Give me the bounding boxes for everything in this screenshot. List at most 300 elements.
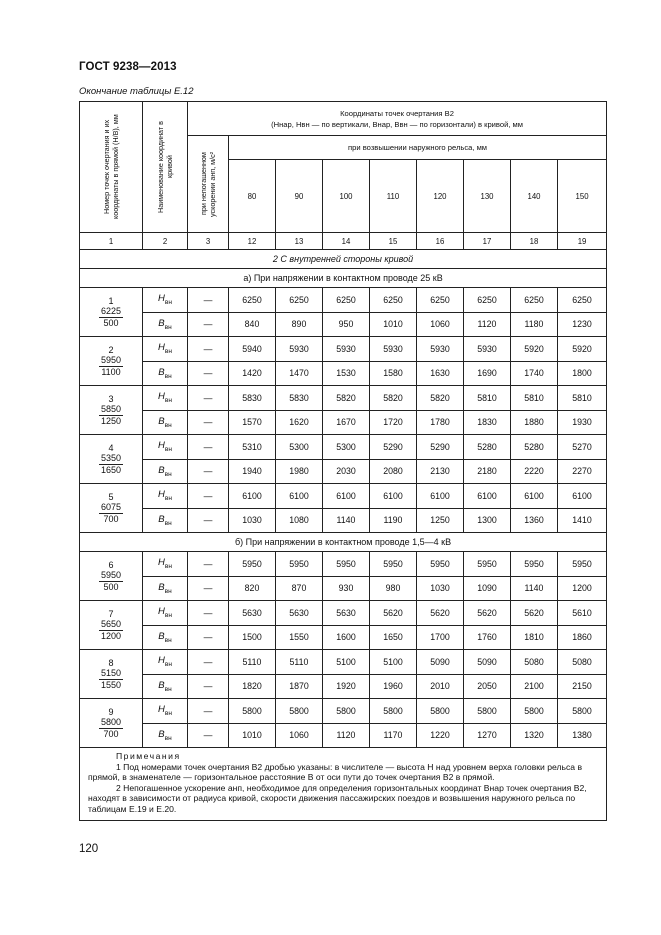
coordinate-value-cell: 5930 <box>370 337 417 362</box>
point-number: 1 <box>108 295 114 306</box>
acceleration-cell: — <box>188 410 229 435</box>
coordinate-label <box>143 337 188 362</box>
coordinate-value-cell: 6100 <box>323 484 370 509</box>
coordinate-value-cell: 5630 <box>229 601 276 626</box>
coordinate-value-cell: 6100 <box>370 484 417 509</box>
coordinate-value-cell: 2010 <box>417 674 464 699</box>
coordinate-value-cell: 5800 <box>511 699 558 724</box>
coordinate-label <box>143 410 188 435</box>
acceleration-cell: — <box>188 723 229 748</box>
coordinate-value-cell: 1120 <box>323 723 370 748</box>
point-number: 5 <box>108 491 114 502</box>
point-height-value: 6225 <box>100 306 122 317</box>
coordinate-value-cell: 5810 <box>511 386 558 411</box>
coordinate-value-cell: 1220 <box>417 723 464 748</box>
coordinate-value-cell: 1090 <box>464 576 511 601</box>
column-number-cell: 13 <box>276 233 323 250</box>
point-distance-value: 700 <box>103 728 119 739</box>
point-coordinates-fraction <box>99 404 123 426</box>
elevation-header-cell: 100 <box>323 160 370 233</box>
coordinate-value-cell: 5610 <box>558 601 607 626</box>
table-row <box>80 484 607 509</box>
coordinate-letter: H <box>158 704 165 716</box>
coordinate-value-cell: 1500 <box>229 625 276 650</box>
coordinate-value-cell: 1470 <box>276 361 323 386</box>
coordinate-label <box>143 508 188 533</box>
coordinate-value-cell: 5800 <box>558 699 607 724</box>
coordinate-value-cell: 5310 <box>229 435 276 460</box>
coordinate-value-cell: 1650 <box>370 625 417 650</box>
point-number: 2 <box>108 344 114 355</box>
coordinate-value-cell: 2220 <box>511 459 558 484</box>
coordinate-value-cell: 5800 <box>229 699 276 724</box>
acceleration-cell: — <box>188 552 229 577</box>
coordinate-value-cell: 6250 <box>323 288 370 313</box>
coordinate-value-cell: 5800 <box>370 699 417 724</box>
point-coordinates-fraction <box>99 619 123 641</box>
coordinate-letter: B <box>158 415 165 427</box>
coordinate-value-cell: 5100 <box>370 650 417 675</box>
coordinate-value-cell: 820 <box>229 576 276 601</box>
coordinate-subscript: вн <box>164 495 172 503</box>
point-cell <box>80 601 143 650</box>
coordinate-value-cell: 1410 <box>558 508 607 533</box>
point-cell <box>80 386 143 435</box>
elevation-header-cell: 150 <box>558 160 607 233</box>
table-row <box>80 337 607 362</box>
coordinate-value-cell: 1670 <box>323 410 370 435</box>
col2-header <box>143 102 188 233</box>
coordinate-value-cell: 1180 <box>511 312 558 337</box>
coordinate-subscript: вн <box>164 299 172 307</box>
coordinate-value-cell: 1030 <box>229 508 276 533</box>
coordinate-value-cell: 980 <box>370 576 417 601</box>
point-cell <box>80 650 143 699</box>
coordinate-label <box>143 625 188 650</box>
col3-header-text: при непогашенном ускорении aнп, м/с² <box>199 151 217 217</box>
coordinate-value-cell: 5800 <box>276 699 323 724</box>
coordinate-subscript: вн <box>164 470 172 478</box>
coordinate-value-cell: 6250 <box>229 288 276 313</box>
coordinate-value-cell: 5930 <box>417 337 464 362</box>
voltage-group-title: а) При напряжении в контактном проводе 25 кВ <box>80 269 607 288</box>
coordinate-value-cell: 5820 <box>370 386 417 411</box>
col1-header <box>80 102 143 233</box>
coordinate-value-cell: 5280 <box>464 435 511 460</box>
table-row <box>80 288 607 313</box>
column-number-cell: 14 <box>323 233 370 250</box>
coordinate-value-cell: 2050 <box>464 674 511 699</box>
coordinate-value-cell: 2080 <box>370 459 417 484</box>
coordinate-value-cell: 5300 <box>276 435 323 460</box>
coordinate-value-cell: 6250 <box>370 288 417 313</box>
coordinate-letter: H <box>158 342 165 354</box>
coordinate-subscript: вн <box>164 563 172 571</box>
point-height-value: 5150 <box>100 668 122 679</box>
acceleration-cell: — <box>188 508 229 533</box>
coordinate-label <box>143 435 188 460</box>
column-number-cell: 12 <box>229 233 276 250</box>
coordinate-subscript: вн <box>164 710 172 718</box>
table-row <box>80 552 607 577</box>
coordinate-value-cell: 5080 <box>558 650 607 675</box>
coordinate-value-cell: 1200 <box>558 576 607 601</box>
coordinate-value-cell: 5930 <box>276 337 323 362</box>
coordinate-value-cell: 1700 <box>417 625 464 650</box>
coordinate-value-cell: 6250 <box>511 288 558 313</box>
coordinates-header <box>188 102 607 136</box>
coordinate-value-cell: 1420 <box>229 361 276 386</box>
coordinate-value-cell: 6100 <box>558 484 607 509</box>
coordinate-value-cell: 6250 <box>276 288 323 313</box>
elevation-header-cell: 110 <box>370 160 417 233</box>
coordinate-letter: B <box>158 317 165 329</box>
coordinate-value-cell: 5950 <box>229 552 276 577</box>
column-number-cell: 3 <box>188 233 229 250</box>
point-coordinates-fraction <box>99 355 123 377</box>
coordinate-value-cell: 870 <box>276 576 323 601</box>
coordinate-value-cell: 1060 <box>417 312 464 337</box>
coordinate-value-cell: 950 <box>323 312 370 337</box>
point-distance-value: 700 <box>103 513 119 524</box>
coordinate-value-cell: 1120 <box>464 312 511 337</box>
acceleration-cell: — <box>188 484 229 509</box>
elevation-subheader: при возвышении наружного рельса, мм <box>229 136 607 160</box>
page-number: 120 <box>79 843 99 855</box>
table-row <box>80 410 607 435</box>
point-coordinates-fraction <box>99 502 123 524</box>
column-number-cell: 17 <box>464 233 511 250</box>
coordinate-value-cell: 5820 <box>323 386 370 411</box>
column-number-cell: 1 <box>80 233 143 250</box>
coordinate-value-cell: 5110 <box>276 650 323 675</box>
point-distance-value: 1250 <box>100 415 122 426</box>
coordinate-value-cell: 2030 <box>323 459 370 484</box>
coordinate-value-cell: 2130 <box>417 459 464 484</box>
coordinate-value-cell: 1140 <box>323 508 370 533</box>
coordinate-value-cell: 1230 <box>558 312 607 337</box>
point-cell <box>80 337 143 386</box>
coordinate-value-cell: 5300 <box>323 435 370 460</box>
coordinate-value-cell: 5820 <box>417 386 464 411</box>
acceleration-cell: — <box>188 337 229 362</box>
coordinate-value-cell: 5920 <box>511 337 558 362</box>
point-coordinates-fraction <box>99 306 123 328</box>
coordinate-value-cell: 2270 <box>558 459 607 484</box>
coordinate-letter: B <box>158 630 165 642</box>
coordinate-value-cell: 1570 <box>229 410 276 435</box>
coordinate-label <box>143 576 188 601</box>
coordinate-value-cell: 6100 <box>229 484 276 509</box>
coordinate-letter: H <box>158 489 165 501</box>
acceleration-cell: — <box>188 435 229 460</box>
point-number: 4 <box>108 442 114 453</box>
point-cell <box>80 435 143 484</box>
coordinate-subscript: вн <box>164 612 172 620</box>
coordinate-value-cell: 5270 <box>558 435 607 460</box>
point-cell <box>80 288 143 337</box>
note-item: 2 Непогашенное ускорение aнп, необходимое для определения горизонтальных координат Bнар точек очертания В2, находят в зависимости от радиуса кривой, скорости движения пассажирских поездов и возвышения наружного рельса по таблицам Е.19 и Е.20. <box>88 782 587 814</box>
coordinate-value-cell: 1930 <box>558 410 607 435</box>
coordinate-value-cell: 5100 <box>323 650 370 675</box>
coordinate-value-cell: 6100 <box>511 484 558 509</box>
coordinate-subscript: вн <box>164 661 172 669</box>
table-row <box>80 361 607 386</box>
coordinate-value-cell: 6100 <box>276 484 323 509</box>
coordinate-value-cell: 6250 <box>417 288 464 313</box>
note-item: 1 Под номерами точек очертания В2 дробью указаны: в числителе — высота H над уровнем верха головки рельса в прямой, в знаменателе — горизонтальное расстояние B от оси пути до точек очертания В2 в прямой. <box>88 761 583 783</box>
coordinates-table <box>79 101 607 821</box>
coordinate-value-cell: 5940 <box>229 337 276 362</box>
table-row <box>80 723 607 748</box>
coordinate-value-cell: 5290 <box>370 435 417 460</box>
coordinate-value-cell: 1940 <box>229 459 276 484</box>
coordinate-value-cell: 6250 <box>464 288 511 313</box>
column-number-cell: 2 <box>143 233 188 250</box>
table-row <box>80 508 607 533</box>
coordinate-subscript: вн <box>164 421 172 429</box>
coordinate-label <box>143 484 188 509</box>
document-title: ГОСТ 9238—2013 <box>79 61 177 73</box>
coordinate-letter: H <box>158 440 165 452</box>
coordinate-value-cell: 930 <box>323 576 370 601</box>
point-coordinates-fraction <box>99 668 123 690</box>
acceleration-cell: — <box>188 459 229 484</box>
point-number: 7 <box>108 608 114 619</box>
acceleration-cell: — <box>188 601 229 626</box>
acceleration-cell: — <box>188 386 229 411</box>
coordinate-label <box>143 312 188 337</box>
coordinate-value-cell: 1140 <box>511 576 558 601</box>
coordinate-value-cell: 1580 <box>370 361 417 386</box>
coordinate-letter: B <box>158 728 165 740</box>
column-number-cell: 19 <box>558 233 607 250</box>
point-height-value: 5800 <box>100 717 122 728</box>
coordinate-value-cell: 1830 <box>464 410 511 435</box>
coordinate-value-cell: 5620 <box>417 601 464 626</box>
acceleration-cell: — <box>188 576 229 601</box>
coordinate-value-cell: 5090 <box>417 650 464 675</box>
acceleration-cell: — <box>188 674 229 699</box>
acceleration-cell: — <box>188 625 229 650</box>
coordinate-value-cell: 1300 <box>464 508 511 533</box>
coordinate-subscript: вн <box>164 685 172 693</box>
coordinate-subscript: вн <box>164 446 172 454</box>
coordinate-value-cell: 6250 <box>558 288 607 313</box>
coordinate-subscript: вн <box>164 348 172 356</box>
coordinate-value-cell: 5620 <box>464 601 511 626</box>
coordinate-letter: B <box>158 581 165 593</box>
elevation-header-cell: 120 <box>417 160 464 233</box>
coordinate-label <box>143 674 188 699</box>
coordinate-value-cell: 5810 <box>464 386 511 411</box>
point-coordinates-fraction <box>99 570 123 592</box>
coordinate-value-cell: 5920 <box>558 337 607 362</box>
coordinate-value-cell: 1270 <box>464 723 511 748</box>
coordinate-value-cell: 5800 <box>417 699 464 724</box>
coordinate-letter: H <box>158 606 165 618</box>
point-distance-value: 1650 <box>100 464 122 475</box>
point-distance-value: 1200 <box>100 630 122 641</box>
coordinate-letter: B <box>158 464 165 476</box>
elevation-header-cell: 140 <box>511 160 558 233</box>
coordinate-value-cell: 2150 <box>558 674 607 699</box>
coordinate-value-cell: 1690 <box>464 361 511 386</box>
coordinate-label <box>143 288 188 313</box>
coordinate-value-cell: 5800 <box>464 699 511 724</box>
point-height-value: 5850 <box>100 404 122 415</box>
table-row <box>80 459 607 484</box>
coordinate-letter: B <box>158 366 165 378</box>
table-row <box>80 386 607 411</box>
coordinate-value-cell: 1720 <box>370 410 417 435</box>
point-number: 3 <box>108 393 114 404</box>
coordinate-letter: B <box>158 679 165 691</box>
coordinate-subscript: вн <box>164 587 172 595</box>
point-distance-value: 500 <box>103 317 119 328</box>
voltage-group-title: б) При напряжении в контактном проводе 1,5—4 кВ <box>80 533 607 552</box>
table-row <box>80 625 607 650</box>
coordinate-label <box>143 601 188 626</box>
coordinate-value-cell: 5950 <box>464 552 511 577</box>
coordinate-value-cell: 5950 <box>558 552 607 577</box>
point-coordinates-fraction <box>99 717 123 739</box>
coordinate-value-cell: 6100 <box>417 484 464 509</box>
coordinates-header-line1: Координаты точек очертания В2 <box>340 108 454 118</box>
table-row <box>80 674 607 699</box>
coordinate-value-cell: 1030 <box>417 576 464 601</box>
coordinate-value-cell: 6100 <box>464 484 511 509</box>
coordinate-value-cell: 1320 <box>511 723 558 748</box>
table-row <box>80 650 607 675</box>
coordinate-letter: H <box>158 557 165 569</box>
coordinate-value-cell: 1880 <box>511 410 558 435</box>
elevation-header-cell: 90 <box>276 160 323 233</box>
point-height-value: 6075 <box>100 502 122 513</box>
point-distance-value: 500 <box>103 581 119 592</box>
point-distance-value: 1550 <box>100 679 122 690</box>
elevation-header-cell: 130 <box>464 160 511 233</box>
coordinate-subscript: вн <box>164 323 172 331</box>
coordinate-label <box>143 552 188 577</box>
point-height-value: 5950 <box>100 570 122 581</box>
coordinate-value-cell: 5630 <box>276 601 323 626</box>
coordinate-value-cell: 5080 <box>511 650 558 675</box>
coordinate-value-cell: 1010 <box>370 312 417 337</box>
coordinate-value-cell: 1600 <box>323 625 370 650</box>
coordinate-letter: H <box>158 655 165 667</box>
coordinate-value-cell: 2100 <box>511 674 558 699</box>
table-caption: Окончание таблицы Е.12 <box>79 86 194 97</box>
coordinate-value-cell: 5950 <box>417 552 464 577</box>
coordinate-label <box>143 459 188 484</box>
coordinate-value-cell: 5630 <box>323 601 370 626</box>
coordinate-value-cell: 1170 <box>370 723 417 748</box>
column-number-cell: 16 <box>417 233 464 250</box>
coordinate-value-cell: 5810 <box>558 386 607 411</box>
coordinate-value-cell: 1980 <box>276 459 323 484</box>
point-height-value: 5950 <box>100 355 122 366</box>
coordinate-value-cell: 1740 <box>511 361 558 386</box>
table-row <box>80 699 607 724</box>
table-body <box>80 250 607 821</box>
coordinate-value-cell: 5930 <box>464 337 511 362</box>
table-row <box>80 435 607 460</box>
table-notes <box>80 748 607 821</box>
section-title: 2 С внутренней стороны кривой <box>80 250 607 269</box>
coordinate-value-cell: 1920 <box>323 674 370 699</box>
point-cell <box>80 484 143 533</box>
coordinate-value-cell: 5830 <box>276 386 323 411</box>
coordinate-value-cell: 1380 <box>558 723 607 748</box>
coordinate-label <box>143 650 188 675</box>
coordinate-subscript: вн <box>164 372 172 380</box>
coordinate-subscript: вн <box>164 519 172 527</box>
point-cell <box>80 699 143 748</box>
col1-header-text: Номер точек очертания и их координаты в прямой (H/B), мм <box>102 114 120 220</box>
point-coordinates-fraction <box>99 453 123 475</box>
coordinate-value-cell: 1810 <box>511 625 558 650</box>
coordinate-value-cell: 5950 <box>323 552 370 577</box>
point-height-value: 5350 <box>100 453 122 464</box>
coordinate-value-cell: 1530 <box>323 361 370 386</box>
coordinate-label <box>143 361 188 386</box>
coordinate-letter: B <box>158 513 165 525</box>
coordinate-label <box>143 386 188 411</box>
coordinate-subscript: вн <box>164 734 172 742</box>
coordinate-label <box>143 723 188 748</box>
coordinate-value-cell: 1870 <box>276 674 323 699</box>
point-number: 9 <box>108 706 114 717</box>
point-height-value: 5650 <box>100 619 122 630</box>
notes-heading: Примечания <box>116 751 181 761</box>
column-number-cell: 18 <box>511 233 558 250</box>
coordinate-value-cell: 1190 <box>370 508 417 533</box>
coordinate-subscript: вн <box>164 397 172 405</box>
point-number: 8 <box>108 657 114 668</box>
coordinate-value-cell: 5950 <box>276 552 323 577</box>
coordinate-value-cell: 5090 <box>464 650 511 675</box>
coordinate-value-cell: 1860 <box>558 625 607 650</box>
coordinates-header-line2: (Hнар, Hвн — по вертикали, Bнар, Bвн — по горизонтали) в кривой, мм <box>271 119 523 129</box>
coordinate-subscript: вн <box>164 636 172 644</box>
coordinate-value-cell: 890 <box>276 312 323 337</box>
coordinate-value-cell: 1820 <box>229 674 276 699</box>
coordinate-value-cell: 1080 <box>276 508 323 533</box>
point-distance-value: 1100 <box>101 366 121 377</box>
coordinate-value-cell: 1630 <box>417 361 464 386</box>
table-row <box>80 312 607 337</box>
acceleration-cell: — <box>188 288 229 313</box>
coordinate-value-cell: 840 <box>229 312 276 337</box>
point-cell <box>80 552 143 601</box>
coordinate-value-cell: 1780 <box>417 410 464 435</box>
acceleration-cell: — <box>188 312 229 337</box>
coordinate-label <box>143 699 188 724</box>
coordinate-value-cell: 5950 <box>370 552 417 577</box>
coordinate-value-cell: 5620 <box>370 601 417 626</box>
coordinate-letter: H <box>158 293 165 305</box>
acceleration-cell: — <box>188 361 229 386</box>
coordinate-value-cell: 1550 <box>276 625 323 650</box>
coordinate-value-cell: 5110 <box>229 650 276 675</box>
coordinate-value-cell: 5290 <box>417 435 464 460</box>
col2-header-text: Наименование координат в кривой <box>156 121 174 213</box>
table-row <box>80 576 607 601</box>
col3-header <box>188 136 229 233</box>
coordinate-value-cell: 1960 <box>370 674 417 699</box>
coordinate-value-cell: 5830 <box>229 386 276 411</box>
